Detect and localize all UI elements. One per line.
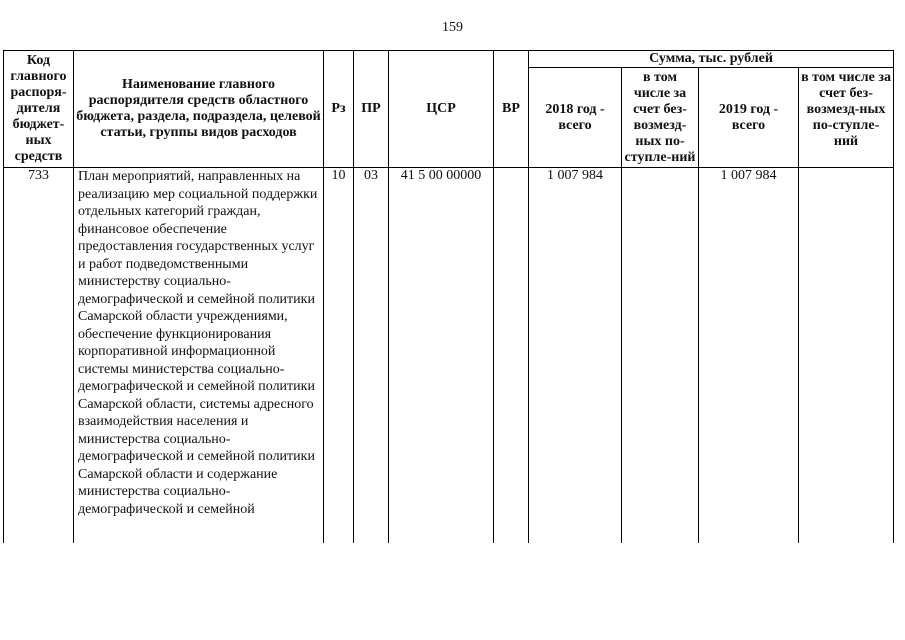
- header-sum-group: Сумма, тыс. рублей: [529, 51, 894, 68]
- table-row: [4, 168, 894, 544]
- header-code: Код главного распоря-дителя бюджет-ных средств: [4, 51, 74, 168]
- header-rz: Рз: [324, 51, 354, 168]
- cell-csr: 41 5 00 00000: [389, 168, 494, 544]
- header-pr: ПР: [354, 51, 389, 168]
- cell-rz: 10: [324, 168, 354, 544]
- cell-2019-free: [799, 168, 894, 544]
- cell-2018-free: [622, 168, 699, 544]
- cell-2018-total: 1 007 984: [529, 168, 622, 544]
- header-row-top: [4, 51, 894, 68]
- cell-2019-total: 1 007 984: [699, 168, 799, 544]
- cell-code: 733: [4, 168, 74, 544]
- header-name: Наименование главного распорядителя средств областного бюджета, раздела, подраздела, целевой статьи, группы видов расходов: [74, 51, 324, 168]
- page-number: 159: [442, 20, 463, 35]
- header-2019-free: в том числе за счет без-возмезд-ных по-ступле-ний: [799, 68, 894, 168]
- header-2018-total: 2018 год - всего: [529, 68, 622, 168]
- header-2018-free: в том числе за счет без-возмезд-ных по-ступле-ний: [622, 68, 699, 168]
- cell-name: План мероприятий, направленных на реализацию мер социальной поддержки отдельных категорий граждан, финансовое обеспечение предоставления государственных услуг и работ подведомственными министерству социально-демографической и семейной политики Самарской области учреждениями, обеспечение функционирования корпоративной информационной системы министерства социально-демографической и семейной политики Самарской области, системы адресного взаимодействия населения и министерства социально-демографической и семейной политики Самарской области и содержание министерства социально-демографической и семейной: [74, 168, 324, 544]
- header-vr: ВР: [494, 51, 529, 168]
- header-csr: ЦСР: [389, 51, 494, 168]
- cell-pr: 03: [354, 168, 389, 544]
- cell-vr: [494, 168, 529, 544]
- header-2019-total: 2019 год - всего: [699, 68, 799, 168]
- budget-table: [3, 50, 894, 543]
